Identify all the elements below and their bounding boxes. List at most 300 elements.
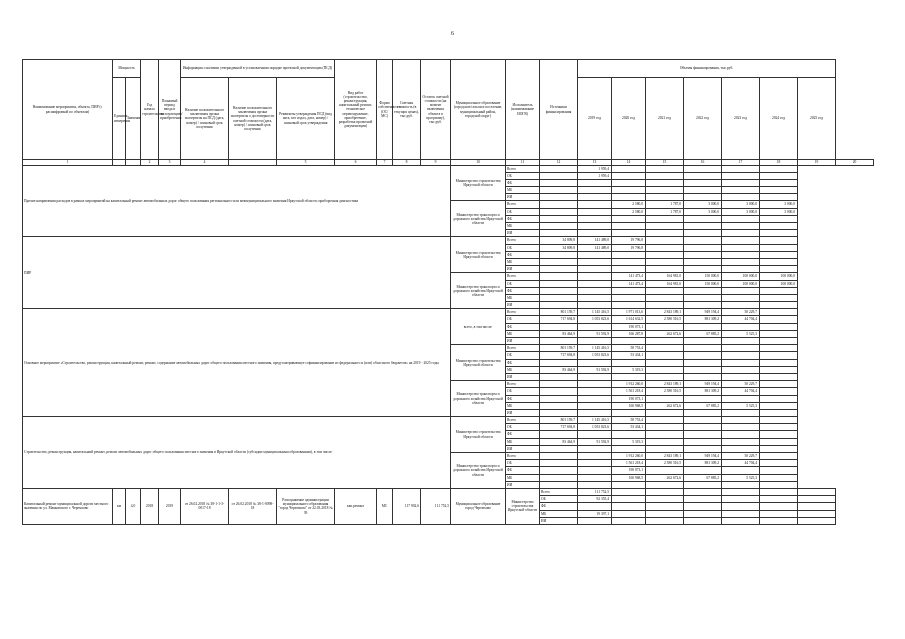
table-row	[23, 237, 874, 244]
amount-cell	[722, 179, 760, 186]
source-cell: ИИ	[506, 266, 540, 273]
amount-cell	[760, 359, 798, 366]
source-cell: ФБ	[506, 251, 540, 258]
amount-cell: 190 073,1	[612, 395, 646, 402]
amount-cell: 262 672,6	[646, 402, 684, 409]
amount-cell: 141 489,0	[578, 244, 612, 251]
source-cell: МБ	[506, 438, 540, 445]
object-start-year: 2018	[141, 488, 159, 524]
section-name: Строительство, реконструкция, капитальный ремонт, ремонт автомобильных дорог общего пользования местного значения в Иркутской области (субсидии муниципальным образованиям), в том числе:	[23, 417, 451, 489]
column-number: 20	[836, 160, 874, 166]
amount-cell	[540, 208, 578, 215]
amount-cell	[760, 338, 798, 345]
amount-cell: 3 000,0	[684, 201, 722, 208]
amount-cell	[578, 338, 612, 345]
source-cell: ИИ	[506, 409, 540, 416]
amount-cell	[578, 187, 612, 194]
amount-cell	[612, 215, 646, 222]
amount-cell	[684, 258, 722, 265]
source-cell: ОБ	[506, 460, 540, 467]
amount-cell: 2 580 516,5	[646, 460, 684, 467]
amount-cell	[578, 208, 612, 215]
amount-cell: 3 000,0	[722, 208, 760, 215]
amount-cell	[540, 266, 578, 273]
amount-cell	[646, 373, 684, 380]
amount-cell	[578, 445, 612, 452]
amount-cell	[760, 474, 798, 481]
amount-cell	[798, 503, 836, 510]
amount-cell	[612, 510, 646, 517]
source-cell: МБ	[506, 223, 540, 230]
executor-cell: Министерство транспорта и дорожного хозяйства Иркутской области	[451, 273, 506, 309]
header-ownership: Форма собственности (ОС/ МС)	[377, 60, 393, 160]
column-number: 4	[181, 160, 229, 166]
object-municipality: Муниципальное образование город Черемхово	[451, 488, 506, 524]
amount-cell	[760, 230, 798, 237]
column-number: 17	[722, 160, 760, 166]
amount-cell	[612, 294, 646, 301]
amount-cell	[684, 503, 722, 510]
amount-cell: 19 397,1	[578, 510, 612, 517]
amount-cell	[578, 453, 612, 460]
amount-cell	[684, 266, 722, 273]
amount-cell	[578, 359, 612, 366]
source-cell: ОБ	[506, 316, 540, 323]
amount-cell: 91 592,9	[578, 366, 612, 373]
amount-cell	[722, 251, 760, 258]
amount-cell: 3 000,0	[760, 208, 798, 215]
source-cell: Всего	[540, 488, 578, 495]
amount-cell: 717 694,8	[540, 316, 578, 323]
column-number: 10	[451, 160, 506, 166]
amount-cell: 50 229,7	[722, 309, 760, 316]
amount-cell: 164 981,0	[646, 273, 684, 280]
amount-cell	[760, 187, 798, 194]
amount-cell	[760, 503, 798, 510]
amount-cell	[760, 352, 798, 359]
amount-cell	[646, 230, 684, 237]
amount-cell	[612, 187, 646, 194]
amount-cell: 3 000,0	[722, 201, 760, 208]
amount-cell	[722, 244, 760, 251]
header-expert-opinion: Наличие положительного заключения органа экспертизы на ПСД (дата, номер) / плановый срок получения	[181, 78, 229, 160]
column-number: 13	[578, 160, 612, 166]
executor-cell: Министерство транспорта и дорожного хозяйства Иркутской области	[451, 381, 506, 417]
object-plan-year: 2019	[159, 488, 181, 524]
header-name: Наименование мероприятия, объекта, ПИР (с расшифровкой по объектам)	[23, 60, 113, 160]
amount-cell	[722, 266, 760, 273]
amount-cell: 801 159,7	[540, 345, 578, 352]
source-cell: ИИ	[506, 230, 540, 237]
amount-cell	[684, 215, 722, 222]
amount-cell	[578, 273, 612, 280]
amount-cell: 190 073,1	[612, 323, 646, 330]
amount-cell: 164 981,0	[646, 280, 684, 287]
amount-cell: 58 753,4	[612, 417, 646, 424]
amount-cell	[684, 302, 722, 309]
amount-cell	[540, 388, 578, 395]
source-cell: ФБ	[506, 359, 540, 366]
source-cell: Всего	[506, 381, 540, 388]
object-cost-opinion: от 26.02.2018 № 38-1-0098-18	[229, 488, 277, 524]
executor-cell: Министерство строительства Иркутской области	[506, 488, 540, 524]
amount-cell: 1 971 013,6	[612, 309, 646, 316]
amount-cell: 1 145 416,5	[578, 309, 612, 316]
page-number: 6	[451, 31, 454, 37]
amount-cell: 150 000,0	[684, 280, 722, 287]
amount-cell: 5 525,3	[722, 474, 760, 481]
table-row	[23, 309, 874, 316]
amount-cell	[612, 481, 646, 488]
object-psd-approval: Распоряжение администрации муниципального образования "город Черемхово" от 22.03.2018 № 39	[277, 488, 335, 524]
amount-cell: 1 912 260,0	[612, 453, 646, 460]
amount-cell: 141 473,4	[612, 280, 646, 287]
column-number: 19	[798, 160, 836, 166]
header-year: 2020 год	[612, 78, 646, 160]
amount-cell	[578, 294, 612, 301]
amount-cell	[684, 445, 722, 452]
source-cell: МБ	[506, 402, 540, 409]
amount-cell	[760, 251, 798, 258]
amount-cell	[612, 359, 646, 366]
amount-cell	[540, 172, 578, 179]
amount-cell: 1 561 218,4	[612, 460, 646, 467]
header-psd-approval: Реквизиты утверждения ПСД (вид акта, кто издал, дата, номер) / плановый срок утверждения	[277, 78, 335, 160]
amount-cell	[722, 323, 760, 330]
object-value: 4,0	[126, 488, 141, 524]
amount-cell	[646, 424, 684, 431]
amount-cell	[684, 194, 722, 201]
amount-cell	[646, 237, 684, 244]
header-work-type: Вид работ (строительство, реконструкция, капитальный ремонт, техническое перевооружение, приобретение, разработка проектной документации)	[335, 60, 377, 160]
amount-cell	[540, 294, 578, 301]
amount-cell	[646, 223, 684, 230]
amount-cell	[646, 517, 684, 524]
source-cell: Всего	[506, 345, 540, 352]
header-power: Мощность	[113, 60, 141, 78]
amount-cell	[578, 230, 612, 237]
amount-cell: 949 194,4	[684, 309, 722, 316]
financing-table	[22, 59, 858, 621]
amount-cell: 160 968,5	[612, 402, 646, 409]
amount-cell: 160 968,5	[612, 474, 646, 481]
header-year: 2025 год	[798, 78, 836, 160]
amount-cell	[760, 488, 798, 495]
amount-cell: 50 229,7	[722, 381, 760, 388]
source-cell: Всего	[506, 201, 540, 208]
amount-cell: 190 073,1	[612, 467, 646, 474]
amount-cell	[646, 194, 684, 201]
amount-cell	[646, 467, 684, 474]
amount-cell	[760, 345, 798, 352]
amount-cell: 83 464,9	[540, 330, 578, 337]
amount-cell	[684, 287, 722, 294]
source-cell: ИИ	[506, 373, 540, 380]
amount-cell	[760, 481, 798, 488]
amount-cell: 2 580 516,5	[646, 388, 684, 395]
amount-cell	[760, 409, 798, 416]
amount-cell	[722, 510, 760, 517]
amount-cell: 2 843 189,1	[646, 381, 684, 388]
header-cost: Сметная стоимость (в текущих ценах), тыс.руб.	[393, 60, 421, 160]
amount-cell	[684, 481, 722, 488]
source-cell: ОБ	[506, 424, 540, 431]
amount-cell	[722, 445, 760, 452]
executor-cell: Министерство строительства Иркутской области	[451, 345, 506, 381]
amount-cell	[612, 503, 646, 510]
amount-cell	[684, 237, 722, 244]
amount-cell	[684, 366, 722, 373]
amount-cell: 19 796,8	[612, 237, 646, 244]
column-number: 14	[612, 160, 646, 166]
amount-cell	[612, 172, 646, 179]
amount-cell: 53 434,1	[612, 424, 646, 431]
amount-cell: 67 885,2	[684, 330, 722, 337]
amount-cell	[684, 510, 722, 517]
amount-cell	[578, 251, 612, 258]
amount-cell	[578, 503, 612, 510]
amount-cell	[722, 417, 760, 424]
amount-cell	[646, 409, 684, 416]
amount-cell	[540, 287, 578, 294]
amount-cell	[760, 244, 798, 251]
amount-cell	[646, 266, 684, 273]
amount-cell: 801 159,7	[540, 309, 578, 316]
amount-cell	[578, 388, 612, 395]
column-number: 5	[277, 160, 335, 166]
amount-cell: 262 672,6	[646, 474, 684, 481]
amount-cell: 1 959,4	[578, 165, 612, 172]
amount-cell	[612, 445, 646, 452]
amount-cell	[760, 460, 798, 467]
amount-cell	[684, 352, 722, 359]
amount-cell	[684, 395, 722, 402]
source-cell: ФБ	[506, 431, 540, 438]
source-cell: ОБ	[506, 244, 540, 251]
source-cell: МБ	[506, 330, 540, 337]
amount-cell	[798, 517, 836, 524]
amount-cell	[722, 481, 760, 488]
object-expert-opinion: от 26.02.2018 № 38-1-1-3-0017-18	[181, 488, 229, 524]
amount-cell	[722, 215, 760, 222]
source-cell: МБ	[506, 474, 540, 481]
column-number: 8	[393, 160, 421, 166]
amount-cell: 150 000,0	[684, 273, 722, 280]
amount-cell	[578, 323, 612, 330]
source-cell: МБ	[506, 258, 540, 265]
amount-cell	[612, 302, 646, 309]
amount-cell	[646, 366, 684, 373]
amount-cell	[684, 409, 722, 416]
amount-cell: 92 355,4	[578, 496, 612, 503]
source-cell: ИИ	[540, 517, 578, 524]
amount-cell: 5 319,3	[612, 438, 646, 445]
source-cell: ОБ	[506, 388, 540, 395]
amount-cell	[540, 215, 578, 222]
amount-cell	[722, 467, 760, 474]
amount-cell	[722, 338, 760, 345]
source-cell: Всего	[506, 453, 540, 460]
column-number: 16	[684, 160, 722, 166]
amount-cell	[646, 417, 684, 424]
amount-cell: 949 194,4	[684, 381, 722, 388]
column-number: 7	[377, 160, 393, 166]
amount-cell: 5 525,3	[722, 330, 760, 337]
amount-cell: 262 672,6	[646, 330, 684, 337]
source-cell: МБ	[506, 294, 540, 301]
amount-cell	[722, 488, 760, 495]
amount-cell: 2 843 189,1	[646, 309, 684, 316]
source-cell: МБ	[540, 510, 578, 517]
amount-cell	[612, 223, 646, 230]
amount-cell	[798, 510, 836, 517]
amount-cell	[540, 280, 578, 287]
amount-cell: 1 959,4	[578, 172, 612, 179]
amount-cell	[646, 179, 684, 186]
amount-cell	[760, 179, 798, 186]
source-cell: Всего	[506, 273, 540, 280]
amount-cell	[722, 172, 760, 179]
amount-cell	[646, 359, 684, 366]
section-name: ПИР	[23, 237, 451, 309]
amount-cell	[612, 179, 646, 186]
header-plan: Плановый период ввода в эксплуатацию/приобретения	[159, 60, 181, 160]
amount-cell	[646, 165, 684, 172]
source-cell: МБ	[506, 187, 540, 194]
amount-cell	[540, 165, 578, 172]
amount-cell: 44 704,4	[722, 316, 760, 323]
amount-cell: 2 580,0	[612, 201, 646, 208]
column-number: 15	[646, 160, 684, 166]
amount-cell	[760, 165, 798, 172]
source-cell: ИИ	[506, 338, 540, 345]
amount-cell	[578, 481, 612, 488]
source-cell: ФБ	[506, 215, 540, 222]
amount-cell	[612, 431, 646, 438]
amount-cell: 111 752,5	[578, 488, 612, 495]
amount-cell	[722, 424, 760, 431]
amount-cell: 50 229,7	[722, 453, 760, 460]
source-cell: ФБ	[506, 287, 540, 294]
amount-cell	[760, 395, 798, 402]
amount-cell	[722, 409, 760, 416]
amount-cell	[578, 474, 612, 481]
amount-cell	[540, 453, 578, 460]
amount-cell: 2 843 189,1	[646, 453, 684, 460]
amount-cell	[760, 510, 798, 517]
amount-cell: 949 194,4	[684, 453, 722, 460]
amount-cell	[578, 201, 612, 208]
amount-cell	[722, 373, 760, 380]
amount-cell	[578, 287, 612, 294]
executor-cell: Министерство транспорта и дорожного хозяйства Иркутской области	[451, 453, 506, 489]
amount-cell	[578, 373, 612, 380]
amount-cell	[684, 165, 722, 172]
amount-cell	[684, 517, 722, 524]
header-remaining: Остаток сметной стоимости (на момент включения объекта в программу), тыс.руб.	[421, 60, 451, 160]
amount-cell: 2 580 516,5	[646, 316, 684, 323]
amount-cell: 141 489,0	[578, 237, 612, 244]
source-cell: ИИ	[506, 302, 540, 309]
amount-cell	[540, 251, 578, 258]
amount-cell: 83 464,9	[540, 438, 578, 445]
amount-cell	[684, 338, 722, 345]
amount-cell	[760, 316, 798, 323]
column-number: 6	[335, 160, 377, 166]
amount-cell: 91 592,9	[578, 330, 612, 337]
amount-cell	[722, 359, 760, 366]
section-name: Прочие направления расходов в рамках мероприятий на капитальный ремонт автомобильных дорог общего пользования регионального или межмуниципального значения Иркутской области; приборочная диагностика	[23, 165, 451, 237]
amount-cell	[722, 352, 760, 359]
amount-cell: 1 145 416,5	[578, 417, 612, 424]
amount-cell	[540, 460, 578, 467]
amount-cell	[760, 323, 798, 330]
amount-cell	[612, 287, 646, 294]
amount-cell: 34 809,8	[540, 244, 578, 251]
amount-cell: 881 309,2	[684, 388, 722, 395]
amount-cell	[646, 338, 684, 345]
header-municipality: Муниципальное образование (городское/сельское поселение, муниципальный район, городской округ)	[451, 60, 506, 160]
amount-cell: 717 694,8	[540, 352, 578, 359]
column-number: 3	[159, 160, 181, 166]
amount-cell	[646, 302, 684, 309]
amount-cell	[722, 230, 760, 237]
amount-cell	[540, 481, 578, 488]
amount-cell	[760, 258, 798, 265]
column-number: 18	[760, 160, 798, 166]
amount-cell	[646, 510, 684, 517]
amount-cell	[646, 395, 684, 402]
amount-cell	[760, 366, 798, 373]
amount-cell	[760, 309, 798, 316]
amount-cell	[540, 223, 578, 230]
header-psd-info: Информация о наличии утвержденной в установленном порядке проектной документации (ПСД)	[181, 60, 335, 78]
amount-cell	[760, 424, 798, 431]
amount-cell	[684, 424, 722, 431]
column-number: 1	[23, 160, 113, 166]
amount-cell	[684, 417, 722, 424]
amount-cell	[760, 438, 798, 445]
header-year: 2024 год	[760, 78, 798, 160]
amount-cell	[760, 402, 798, 409]
amount-cell	[760, 417, 798, 424]
header-unit: Единица измерения	[113, 78, 126, 160]
amount-cell: 141 473,4	[612, 273, 646, 280]
amount-cell	[760, 294, 798, 301]
amount-cell	[612, 194, 646, 201]
executor-cell: Министерство транспорта и дорожного хозяйства Иркутской области	[451, 201, 506, 237]
amount-cell	[798, 488, 836, 495]
amount-cell: 100 000,0	[760, 273, 798, 280]
amount-cell	[540, 302, 578, 309]
amount-cell	[646, 244, 684, 251]
table-row	[23, 165, 874, 172]
amount-cell	[722, 223, 760, 230]
amount-cell	[760, 445, 798, 452]
amount-cell	[578, 179, 612, 186]
amount-cell: 881 309,2	[684, 460, 722, 467]
column-number: 2	[141, 160, 159, 166]
amount-cell	[578, 395, 612, 402]
amount-cell	[684, 294, 722, 301]
amount-cell	[646, 172, 684, 179]
amount-cell	[684, 438, 722, 445]
amount-cell	[646, 323, 684, 330]
amount-cell	[646, 294, 684, 301]
amount-cell	[612, 258, 646, 265]
amount-cell: 881 309,2	[684, 316, 722, 323]
amount-cell	[646, 287, 684, 294]
